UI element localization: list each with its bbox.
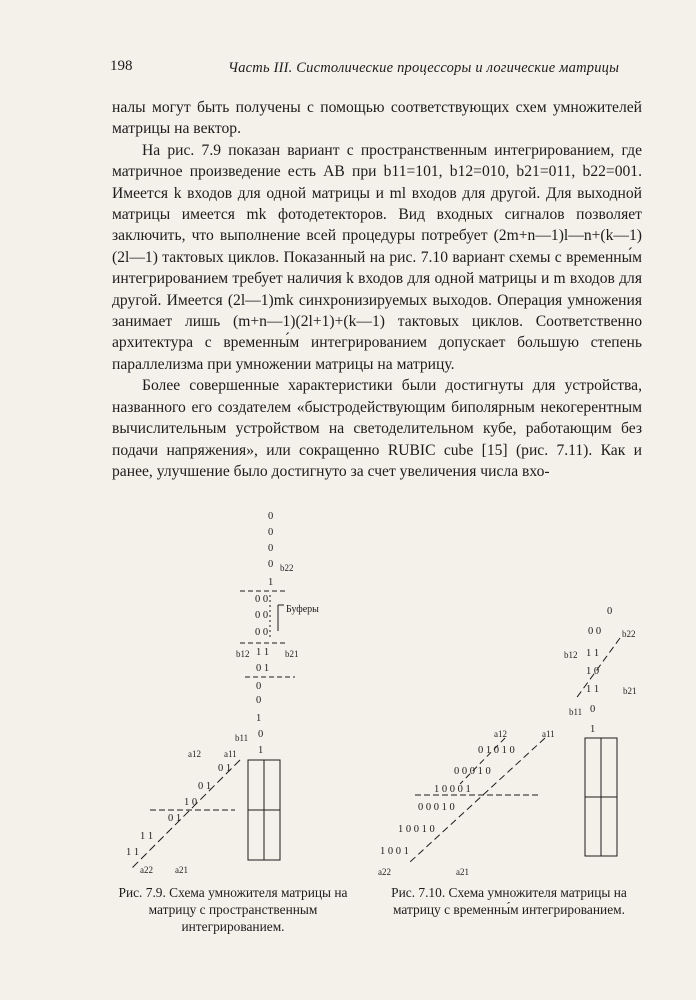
figure-7-10-caption: Рис. 7.10. Схема умножителя матрицы на матрицу с временны́м интегрированием. [391, 885, 627, 917]
fig2-label-b22: b22 [622, 629, 636, 639]
fig1-col-10: 0 [256, 681, 262, 692]
fig1-label-a21: a21 [175, 865, 188, 875]
fig1-col-4: 1 [268, 577, 274, 588]
fig1-col-11: 0 [256, 695, 262, 706]
figure-7-9 [110, 505, 360, 875]
fig1-diag-5: 1 1 [126, 847, 140, 858]
fig2-row-1: 0 0 0 1 0 [454, 766, 491, 777]
fig2-label-a21: a21 [456, 867, 469, 877]
fig1-col-5: 0 0 [255, 594, 269, 605]
fig1-buffers-label: Буферы [286, 604, 319, 615]
paragraph-3: Более совершенные характеристики были достигнуты для устройства, названного его создателем «быстродействующим биполярным некогерентным вычислительным устройством на светоделительном кубе, работающим без подачи напряжения», или сокращенно RUBIC cube [15] (рис. 7.11). Как и ранее, улучшение было достигнуто за счет увеличения числа вхо- [112, 377, 642, 480]
fig1-label-b21: b21 [285, 649, 299, 659]
fig2-label-b11: b11 [569, 707, 583, 717]
fig1-label-a22: a22 [140, 865, 153, 875]
fig1-label-b11: b11 [235, 733, 249, 743]
fig1-label-b22: b22 [280, 563, 294, 573]
running-title: Часть III. Систолические процессоры и логические матрицы [228, 60, 620, 76]
fig1-col-13: 0 [258, 729, 264, 740]
fig2-top-0: 0 [607, 606, 613, 617]
fig2-row-0: 0 1 0 1 0 [478, 745, 515, 756]
fig1-diag-1: 0 1 [198, 781, 212, 792]
figure-7-9-diagram [110, 505, 360, 875]
fig2-label-a22: a22 [378, 867, 391, 877]
fig1-diag-0: 0 1 [218, 763, 232, 774]
fig2-top-3: 1 0 [586, 666, 600, 677]
figure-7-10-diagram [370, 600, 645, 880]
fig2-top-6: 1 [590, 724, 596, 735]
fig1-label-b12: b12 [236, 649, 250, 659]
fig1-col-3: 0 [268, 559, 274, 570]
body-text [112, 97, 642, 482]
fig1-col-14: 1 [258, 745, 264, 756]
figure-7-9-caption: Рис. 7.9. Схема умножителя матрицы на матрицу с пространственным интегрированием. [118, 885, 348, 934]
figure-7-10 [370, 600, 645, 880]
fig2-row-3: 0 0 0 1 0 [418, 802, 455, 813]
fig1-diag-4: 1 1 [140, 831, 154, 842]
fig2-label-a12: a12 [494, 729, 507, 739]
fig1-col-1: 0 [268, 527, 274, 538]
fig2-label-a11: a11 [542, 729, 555, 739]
fig1-diag-3: 0 1 [168, 813, 182, 824]
paragraph-1: налы могут быть получены с помощью соответствующих схем умножителей матрицы на вектор. [112, 99, 642, 138]
fig1-col-6: 0 0 [255, 610, 269, 621]
fig1-col-7: 0 0 [255, 627, 269, 638]
fig1-diag-2: 1 0 [184, 797, 198, 808]
fig2-row-2: 1 0 0 0 1 [434, 784, 471, 795]
fig1-col-8: 1 1 [256, 647, 270, 658]
fig2-top-4: 1 1 [586, 684, 600, 695]
fig2-label-b12: b12 [564, 650, 578, 660]
fig1-col-9: 0 1 [256, 663, 270, 674]
fig1-col-12: 1 [256, 713, 262, 724]
fig2-row-4: 1 0 0 1 0 [398, 824, 435, 835]
fig2-top-5: 0 [590, 704, 596, 715]
fig1-label-a12: a12 [188, 749, 201, 759]
fig2-top-1: 0 0 [588, 626, 602, 637]
fig1-col-2: 0 [268, 543, 274, 554]
fig2-label-b21: b21 [623, 686, 637, 696]
paragraph-2: На рис. 7.9 показан вариант с пространственным интегрированием, где матричное произведение есть AB при b11=101, b12=010, b21=011, b22=001. Имеется k входов для одной матрицы и ml входов для другой. Для выходной матрицы имеется mk фотодетекторов. Вид входных сигналов позволяет заключить, что выполнение всей процедуры потребует (2m+n—1)l—n+(k—1)(2l—1) тактовых циклов. Показанный на рис. 7.10 вариант схемы с временны́м интегрированием требует наличия k входов для одной матрицы и m входов для другой. Имеется (2l—1)mk синхронизируемых выходов. Операция умножения занимает лишь (m+n—1)(2l+1)+(k—1) тактовых циклов. Соответственно архитектура с временны́м интегрированием допускает большую степень параллелизма при умножении матрицы на матрицу. [112, 141, 642, 373]
page-number: 198 [110, 58, 133, 74]
fig2-row-5: 1 0 0 1 [380, 846, 409, 857]
fig1-label-a11: a11 [224, 749, 237, 759]
fig2-top-2: 1 1 [586, 648, 600, 659]
fig1-col-0: 0 [268, 511, 274, 522]
